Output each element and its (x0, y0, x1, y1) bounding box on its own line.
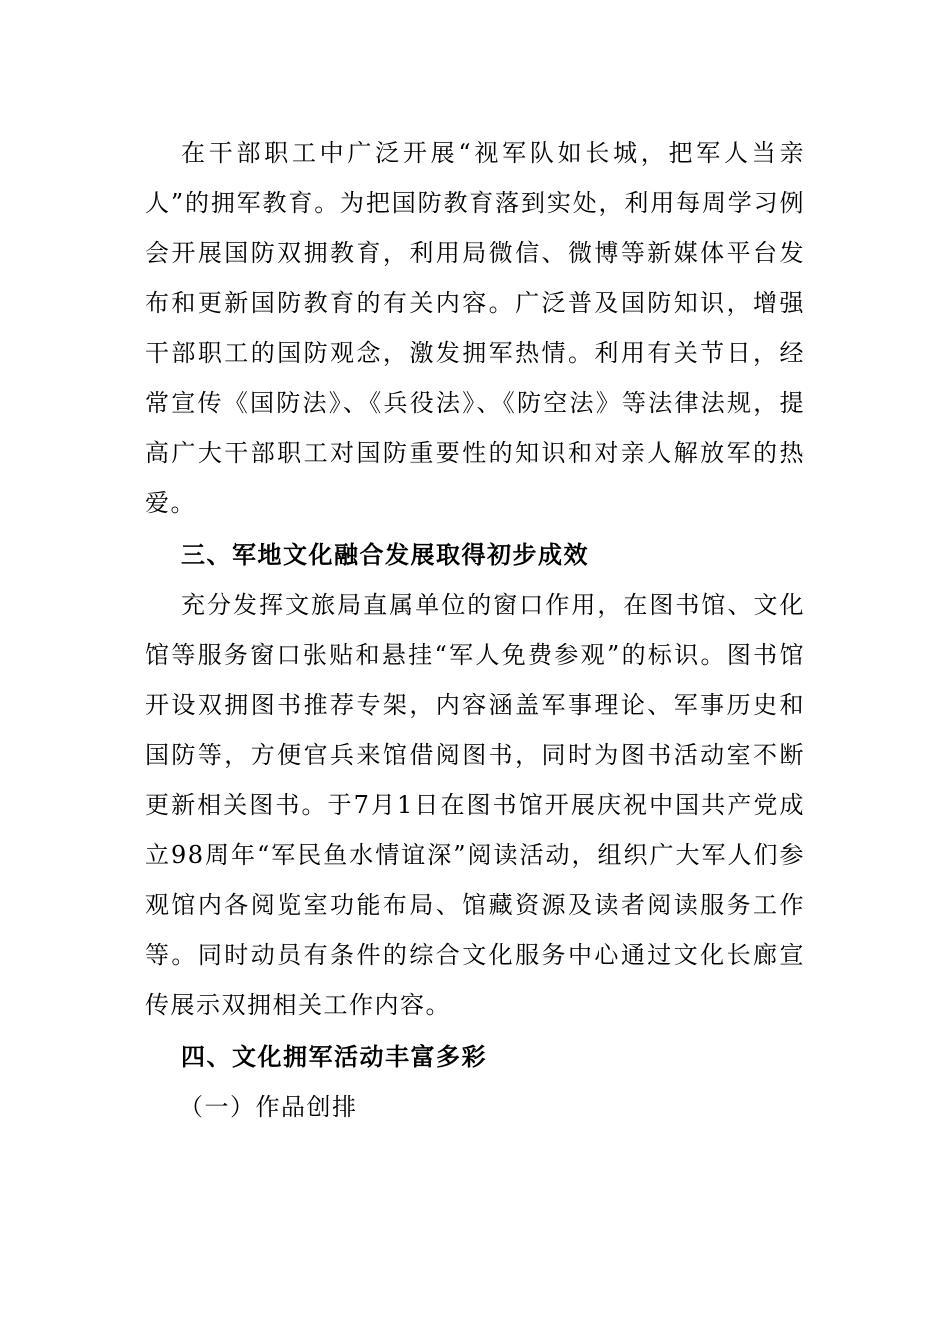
body-paragraph-military-culture: 充分发挥文旅局直属单位的窗口作用，在图书馆、文化馆等服务窗口张贴和悬挂“军人免费参观”的标识。图书馆开设双拥图书推荐专架，内容涵盖军事理论、军事历史和国防等，方便官兵来馆借阅图书，同时为图书活动室不断更新相关图书。于7月1日在图书馆开展庆祝中国共产党成立98周年“军民鱼水情谊深”阅读活动，组织广大军人们参观馆内各阅览室功能布局、馆藏资源及读者阅读服务工作等。同时动员有条件的综合文化服务中心通过文化长廊宣传展示双拥相关工作内容。 (145, 591, 805, 1019)
section-heading-four: 四、文化拥军活动丰富多彩 (181, 1042, 487, 1071)
subsection-heading-one: （一）作品创排 (179, 1093, 358, 1121)
section-heading-three: 三、军地文化融合发展取得初步成效 (181, 540, 589, 569)
body-paragraph-army-education: 在干部职工中广泛开展“视军队如长城，把军人当亲人”的拥军教育。为把国防教育落到实处，利用每周学习例会开展国防双拥教育，利用局微信、微博等新媒体平台发布和更新国防教育的有关内容。广泛普及国防知识，增强干部职工的国防观念，激发拥军热情。利用有关节日，经常宣传《国防法》、《兵役法》、《防空法》等法律法规，提高广大干部职工对国防重要性的知识和对亲人解放军的热爱。 (145, 139, 805, 517)
document-body (145, 128, 805, 1132)
